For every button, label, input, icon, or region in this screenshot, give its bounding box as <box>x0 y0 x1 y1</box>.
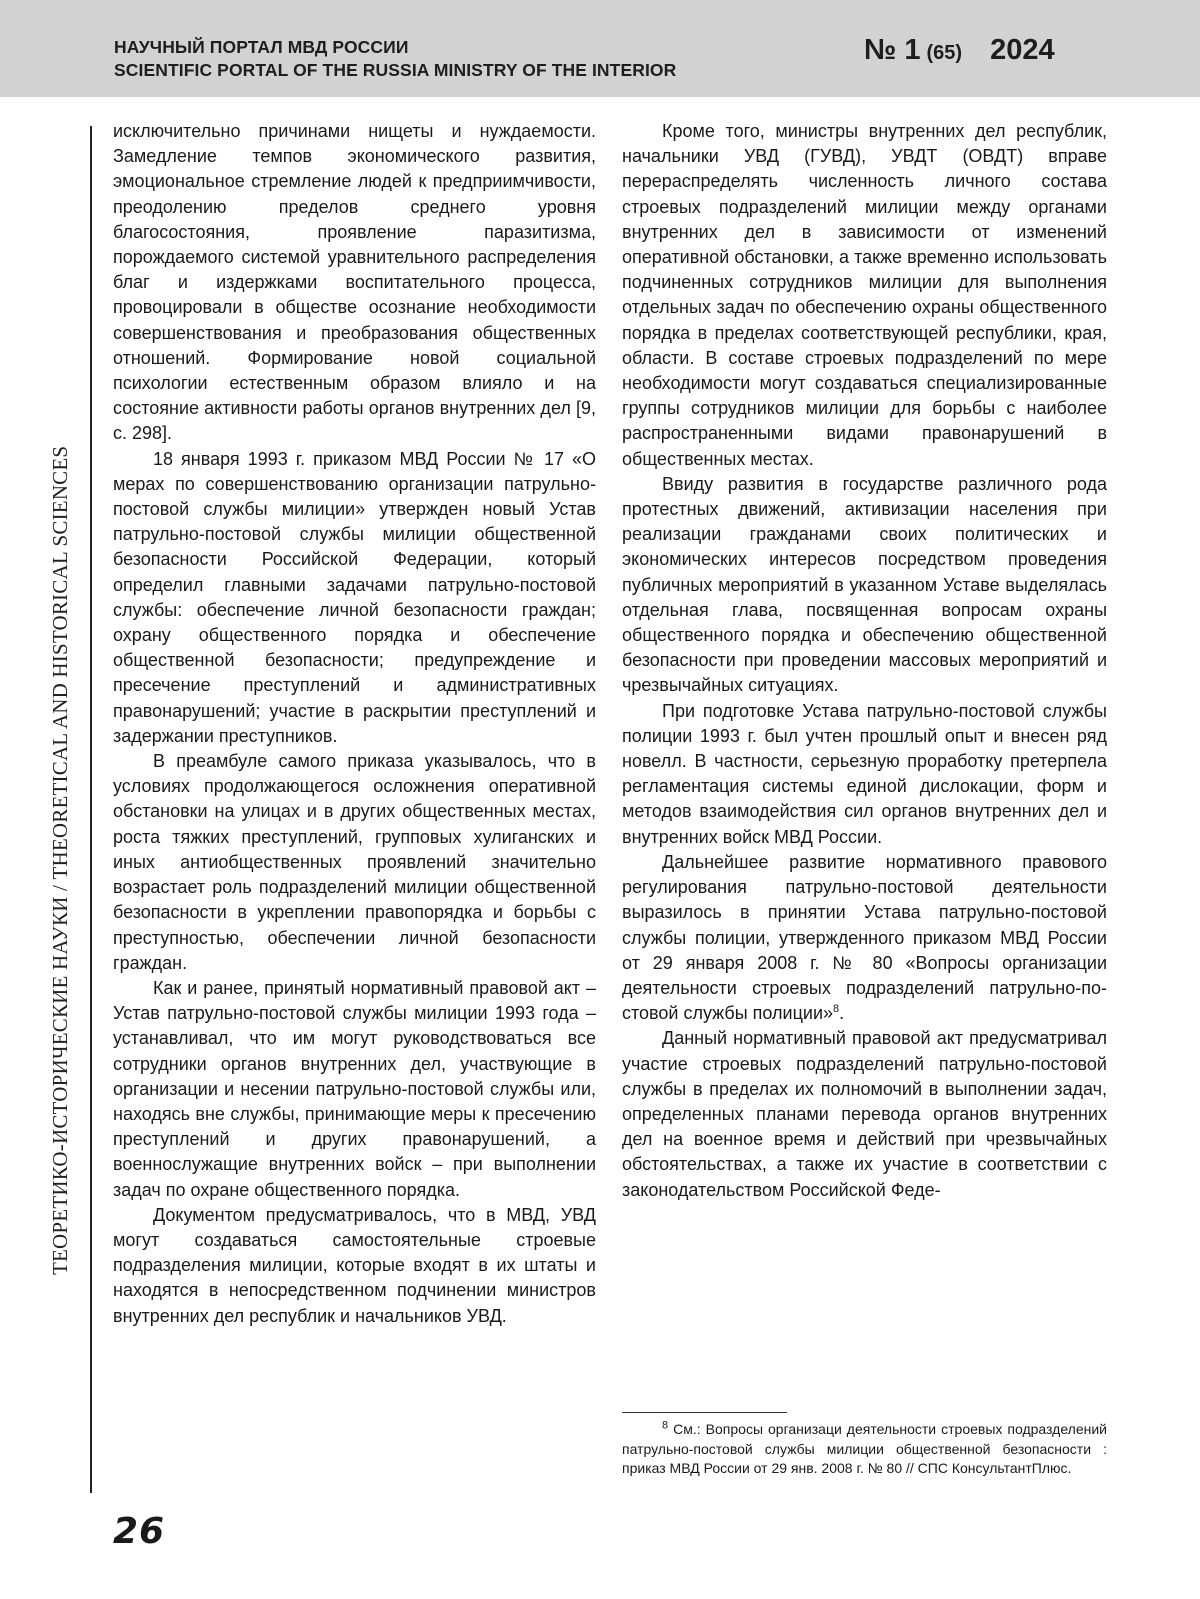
page-number: 26 <box>113 1511 166 1552</box>
journal-title-ru: НАУЧНЫЙ ПОРТАЛ МВД РОССИИ <box>114 37 409 57</box>
journal-header <box>0 0 1200 97</box>
paragraph: 18 января 1993 г. приказом МВД России № 17 «О мерах по совершенствованию организации патрульно-постовой службы милиции» утвержден новый Устав патрульно-постовой службы милиции общественной безопасности Российской Федерации, который определил главными задачами патрульно-постовой службы: обеспечение личной безопасности граждан; охрану общественного порядка и обеспечение общественной безопасности; предупреждение и пресечение преступлений и административных правонарушений; участие в раскрытии преступлений и задержании преступников. <box>113 448 596 746</box>
footnote-reference[interactable]: 8 <box>833 1003 840 1016</box>
paragraph <box>622 850 1107 1026</box>
issue-info <box>864 34 1055 67</box>
section-side-label: ТЕОРЕТИКО-ИСТОРИЧЕСКИЕ НАУКИ / THEORETICAL AND HISTORICAL SCIENCES <box>48 445 72 1275</box>
issue-year: 2024 <box>990 34 1055 66</box>
paragraph: исключительно причинами нищеты и нуждаемости. Замедление темпов экономического развития, эмоциональное стремление людей к предприимчивости, преодолению пределов среднего уровня благосостояния, проявление паразитизма, порождаемого системой уравнительного распределения благ и издержками воспитательного процесса, провоцировали в обществе осознание необходимости совершенствования и преобразования общественных отношений. Формирование новой социальной психологии естественным образом влияло и на состояние активности работы органов внутренних дел [9, с. 298]. <box>113 121 596 444</box>
issue-total-number: (65) <box>926 42 963 64</box>
paragraph: Как и ранее, принятый нормативный правовой акт – Устав патрульно-постовой службы милиции 1993 года – устанавливал, что им могут руководствоваться все сотрудники органов внутренних дел, участвующие в организации и несении патрульно-постовой службы или, находясь вне службы, принимающие меры к пресечению преступлений и других правонарушений, а военнослужащие внутренних войск – при выполнении задач по охране общественного порядка. <box>113 977 596 1200</box>
journal-titles <box>114 36 676 82</box>
paragraph-end: . <box>839 1003 845 1024</box>
footnote-separator <box>622 1412 787 1413</box>
footnote-mark: 8 <box>662 1419 669 1432</box>
paragraph: Документом предусматривалось, что в МВД, УВД могут создаваться самостоятельные строевые подразделения милиции, которые входят в их штаты и находятся в непосредственном подчинении министров внутренних дел республик и начальников УВД. <box>113 1204 596 1326</box>
left-text-column <box>113 119 596 1329</box>
issue-number: № 1 <box>864 34 921 66</box>
footnote <box>622 1420 1107 1479</box>
paragraph: В преамбуле самого приказа указывалось, что в условиях продолжающегося осложнения оперативной обстановки на улицах и в других общественных местах, роста тяжких преступлений, групповых хулиганских и иных антиобщественных проявлений значительно возрастает роль подразделений милиции общественной безопасности в укреплении правопорядка и борьбы с преступностью, обеспечении личной безопасности граждан. <box>113 751 596 973</box>
paragraph: Кроме того, министры внутренних дел республик, начальники УВД (ГУВД), УВДТ (ОВДТ) вправе перераспределять численность личного состава строевых подразделений милиции между органами внутренних дел в зависимости от изменений оперативной обстановки, а также временно использовать подчиненных сотрудников милиции для выполнения отдельных задач по обеспечению охраны общественного порядка в пределах соответствующей республики, края, области. В составе строевых подразделений по мере необходимости могут создаваться специализированные группы сотрудников милиции для борьбы с наиболее распространенными видами правонарушений в общественных местах. <box>622 121 1107 469</box>
footnote-text: См.: Вопросы организаци деятельности строевых подразделений патрульно-постовой службы милиции общественной безопасности : приказ МВД России от 29 янв. 2008 г. № 80 // СПС КонсультантПлюс. <box>622 1421 1107 1476</box>
section-divider-line <box>90 126 92 1493</box>
right-text-column <box>622 119 1107 1203</box>
paragraph: Данный нормативный правовой акт предусматривал участие строевых подразделений патрульно-постовой службы в пределах их полномочий в выполнении задач, определенных планами перевода органов внутренних дел на военное время и действий при чрезвычайных обстоятельствах, а также их участие в соответствии с законодательством Российской Феде- <box>622 1028 1107 1200</box>
paragraph: При подготовке Устава патрульно-постовой службы полиции 1993 г. был учтен прошлый опыт и внесен ряд новелл. В частности, серьезную проработку претерпела регламентация системы единой дислокации, форм и методов взаимодействия сил органов внутренних дел и внутренних войск МВД России. <box>622 700 1107 847</box>
journal-title-en: SCIENTIFIC PORTAL OF THE RUSSIA MINISTRY OF THE INTERIOR <box>114 60 677 80</box>
paragraph-text: Дальнейшее развитие нормативного правового регулирования патрульно-постовой деятельности выразилось в принятии Устава патрульно-постовой службы полиции, утвержденного приказом МВД России от 29 января 2008 г. № 80 «Вопросы организации деятельности строевых подразделений патрульно-постовой службы полиции» <box>622 851 1107 1024</box>
paragraph: Ввиду развития в государстве различного рода протестных движений, активизации населения при реализации гражданами своих политических и экономических интересов посредством проведения публичных мероприятий в указанном Уставе выделялась отдельная глава, посвященная вопросам охраны общественного порядка и обеспечению общественной безопасности при проведении массовых мероприятий и чрезвычайных ситуациях. <box>622 473 1107 696</box>
